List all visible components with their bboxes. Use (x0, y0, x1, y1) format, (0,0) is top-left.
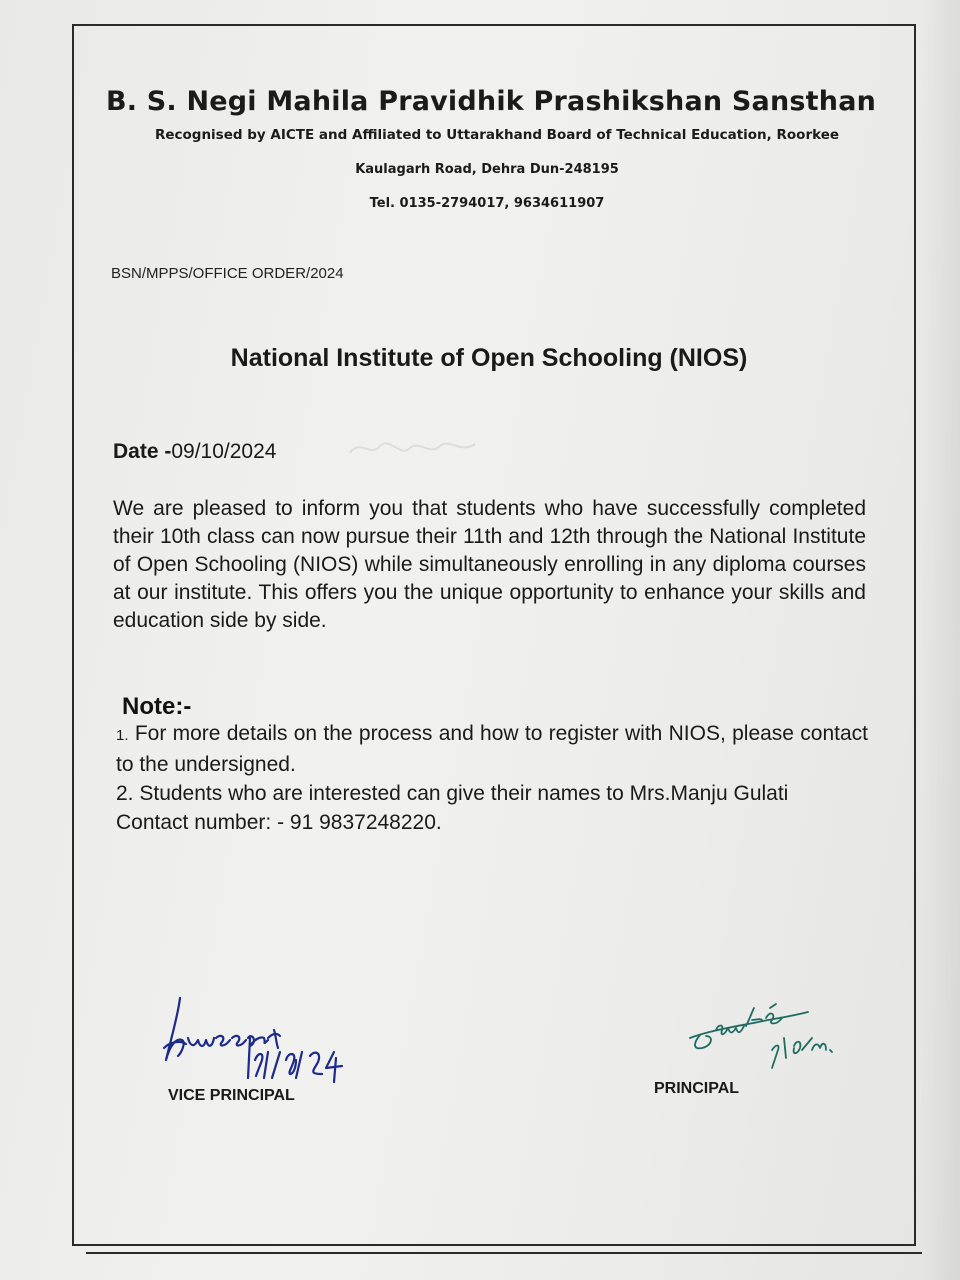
date-label: Date - (113, 440, 172, 463)
faint-bleed-through-mark (345, 428, 485, 468)
recognition-line: Recognised by AICTE and Affiliated to Uttarakhand Board of Technical Education, Roorkee (154, 127, 840, 143)
body-paragraph: We are pleased to inform you that students who have successfully completed their 10th class can now pursue their 11th and 12th through the National Institute of Open Schooling (NIOS) while simultaneously enrolling in any diploma courses at our institute. This offers you the unique opportunity to enhance your skills and education side by side. (113, 497, 866, 632)
telephone-line: Tel. 0135-2794017, 9634611907 (369, 196, 605, 211)
contact-line: Contact number: - 91 9837248220. (116, 811, 442, 834)
address-line: Kaulagarh Road, Dehra Dun-248195 (355, 162, 619, 177)
note-item-1 (116, 719, 868, 779)
note-heading: Note:- (122, 693, 192, 720)
note-item-2-number: 2. (116, 782, 134, 805)
document-title: National Institute of Open Schooling (NIOS) (230, 344, 748, 372)
institute-name: B. S. Negi Mahila Pravidhik Prashikshan Sansthan (105, 86, 877, 117)
date-value: 09/10/2024 (171, 440, 277, 463)
office-order-reference: BSN/MPPS/OFFICE ORDER/2024 (111, 265, 344, 282)
note-item-2-text: Students who are interested can give their names to Mrs.Manju Gulati (139, 782, 789, 805)
principal-signature (680, 990, 860, 1080)
note-item-1-text: For more details on the process and how to register with NIOS, please contact to the undersigned. (116, 722, 868, 776)
note-item-1-number: 1. (116, 727, 129, 744)
notes-list (116, 719, 868, 837)
principal-title: PRINCIPAL (654, 1080, 740, 1097)
vice-principal-title: VICE PRINCIPAL (168, 1087, 295, 1104)
page-shadow (920, 0, 960, 1280)
note-item-2 (116, 779, 868, 808)
vice-principal-signature (150, 990, 370, 1090)
date-line (113, 440, 276, 464)
